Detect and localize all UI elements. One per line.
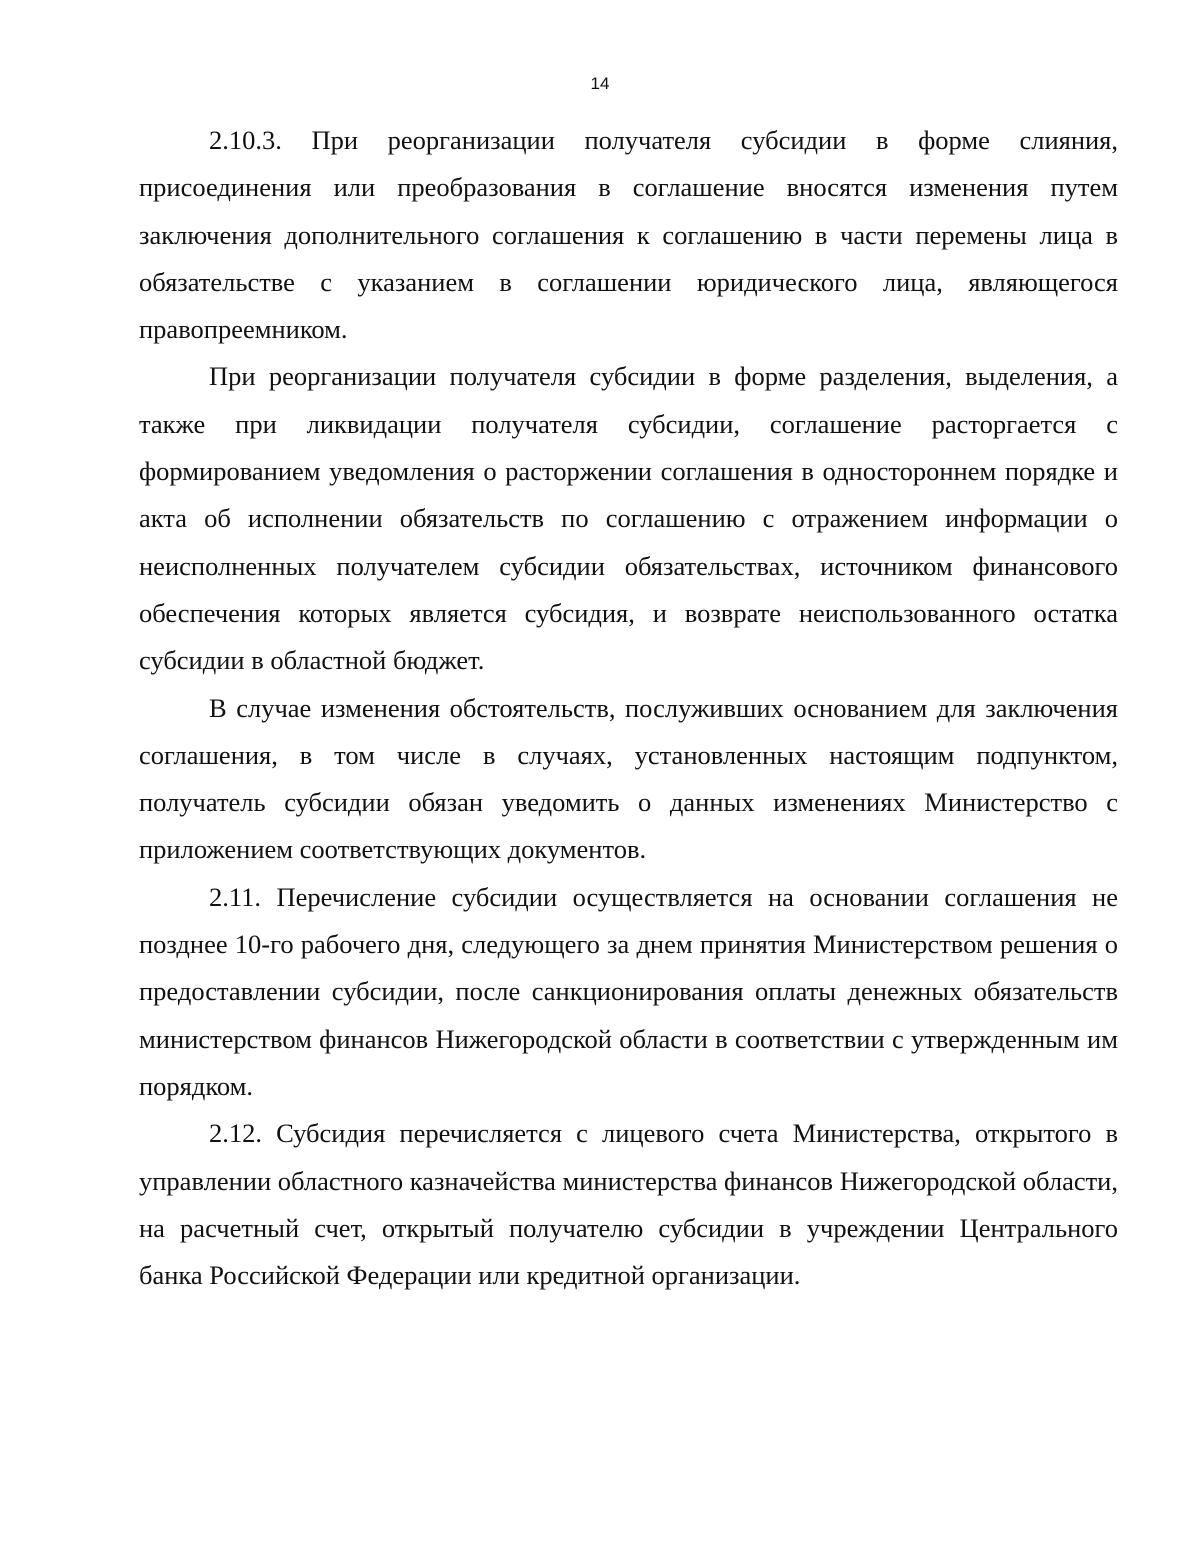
document-body [139,117,1118,1299]
paragraph-2-10-3: 2.10.3. При реорганизации получателя субсидии в форме слияния, присоединения или преобразования в соглашение вносятся изменения путем заключения дополнительного соглашения к соглашению в части перемены лица в обязательстве с указанием в соглашении юридического лица, являющегося правопреемником. [139,125,1118,345]
paragraph-change-of-circumstances: В случае изменения обстоятельств, послуживших основанием для заключения соглашения, в том числе в случаях, установленных настоящим подпунктом, получатель субсидии обязан уведомить о данных изменениях Министерство с приложением соответствующих документов. [139,692,1118,865]
page-number: 14 [590,74,610,93]
paragraph-2-12: 2.12. Субсидия перечисляется с лицевого счета Министерства, открытого в управлении областного казначейства министерства финансов Нижегородской области, на расчетный счет, открытый получателю субсидии в учреждении Центрального банка Российской Федерации или кредитной организации. [139,1118,1118,1291]
paragraph-reorganization-separation: При реорганизации получателя субсидии в форме разделения, выделения, а также при ликвидации получателя субсидии, соглашение расторгается с формированием уведомления о расторжении соглашения в одностороннем порядке и акта об исполнении обязательств по соглашению с отражением информации о неисполненных получателем субсидии обязательствах, источником финансового обеспечения которых является субсидия, и возврате неиспользованного остатка субсидии в областной бюджет. [139,361,1118,676]
paragraph-2-11: 2.11. Перечисление субсидии осуществляется на основании соглашения не позднее 10-го рабочего дня, следующего за днем принятия Министерством решения о предоставлении субсидии, после санкционирования оплаты денежных обязательств министерством финансов Нижегородской области в соответствии с утвержденным им порядком. [139,881,1118,1101]
